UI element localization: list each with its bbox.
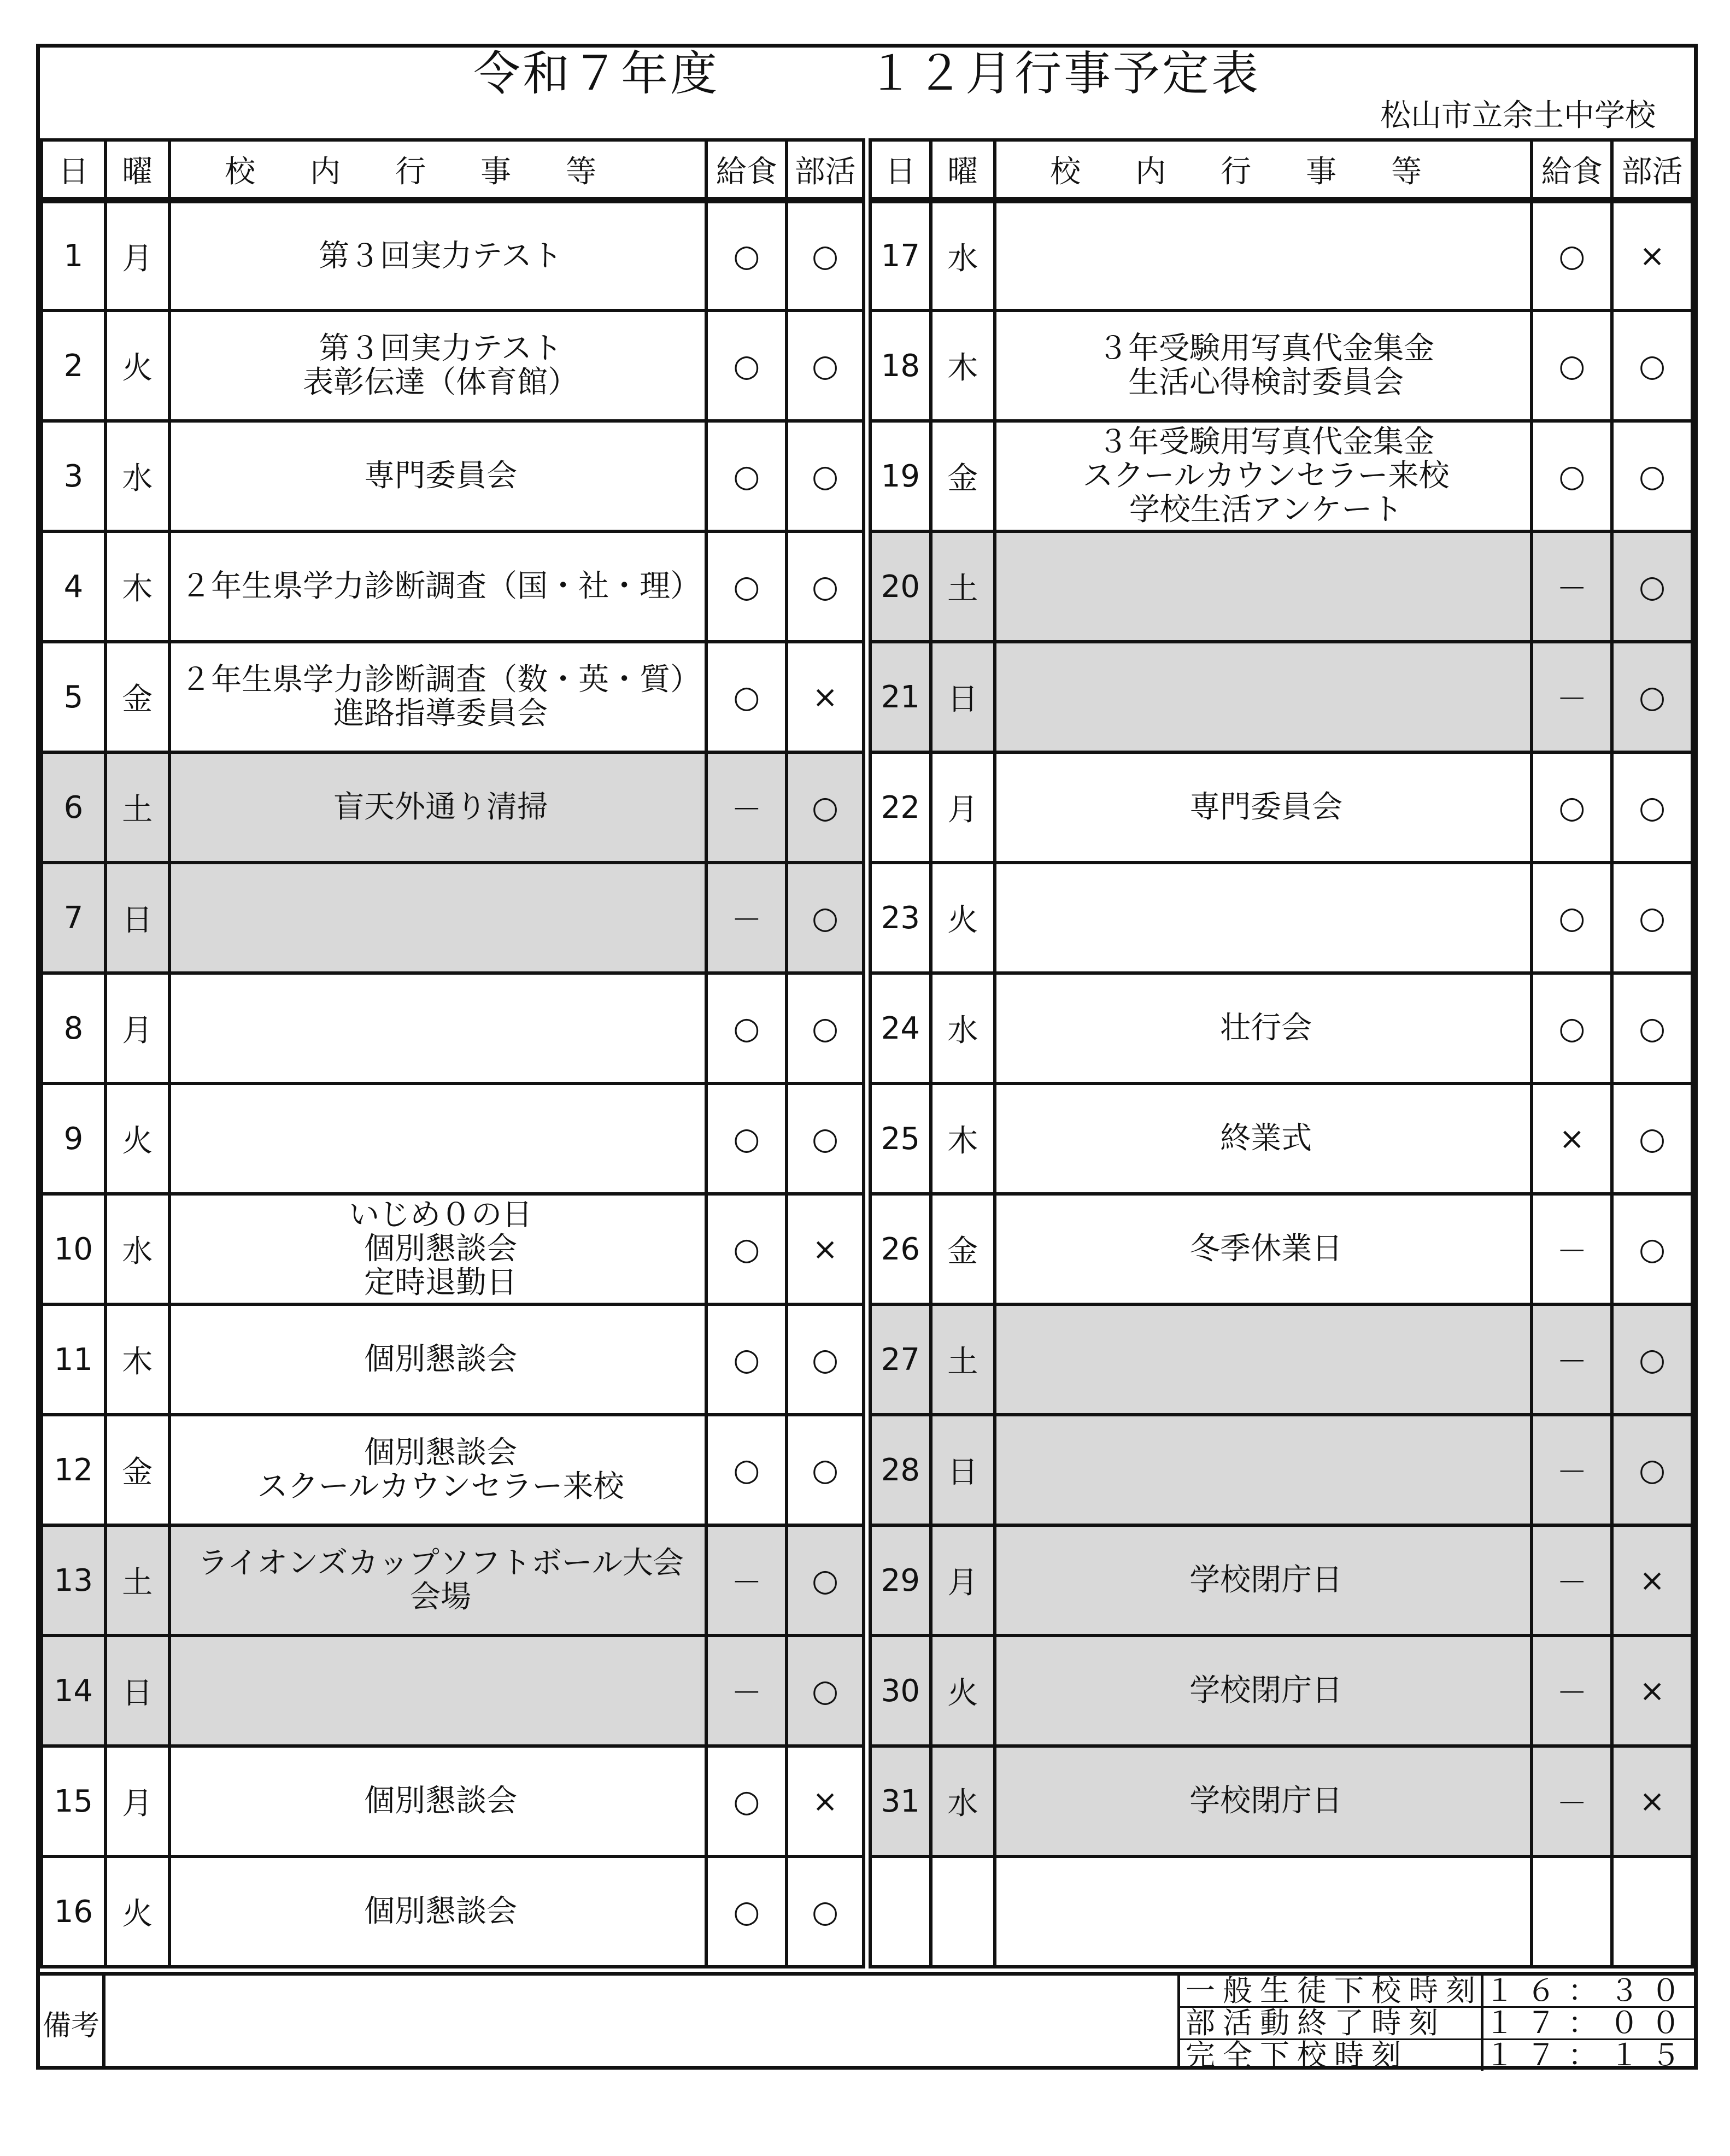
club-mark: ○ <box>787 1083 867 1194</box>
header-weekday: 曜 <box>931 140 995 200</box>
event-text: 専門委員会 <box>169 421 707 531</box>
weekday: 月 <box>105 200 169 310</box>
table-row <box>42 200 1692 310</box>
lunch-mark: ○ <box>706 1415 787 1525</box>
weekday: 火 <box>105 1856 169 1967</box>
event-text: ２年生県学力診断調査（数・英・質） 進路指導委員会 <box>169 642 707 752</box>
event-text: 学校閉庁日 <box>995 1525 1532 1636</box>
lunch-mark: ○ <box>706 973 787 1083</box>
lunch-mark: － <box>1532 642 1612 752</box>
day-number: 27 <box>867 1304 931 1415</box>
club-mark: × <box>787 1194 867 1304</box>
event-text: 個別懇談会 <box>169 1304 707 1415</box>
event-text: 個別懇談会 <box>169 1746 707 1856</box>
time-value: １６：３０ <box>1485 1973 1693 2008</box>
table-row <box>42 1083 1692 1194</box>
time-label: 一般生徒下校時刻 <box>1180 1976 1483 2006</box>
lunch-mark: ○ <box>1532 863 1612 973</box>
day-number <box>867 1856 931 1967</box>
club-mark: × <box>1612 200 1692 310</box>
club-mark: ○ <box>1612 421 1692 531</box>
day-number: 30 <box>867 1636 931 1746</box>
day-number: 29 <box>867 1525 931 1636</box>
event-text: ３年受験用写真代金集金 スクールカウンセラー来校 学校生活アンケート <box>995 421 1532 531</box>
weekday: 火 <box>105 310 169 421</box>
dismissal-times <box>1177 1973 1694 2072</box>
lunch-mark: － <box>1532 1525 1612 1636</box>
day-number: 15 <box>42 1746 105 1856</box>
event-text <box>995 1304 1532 1415</box>
weekday: 月 <box>105 973 169 1083</box>
day-number: 1 <box>42 200 105 310</box>
club-mark: ○ <box>787 973 867 1083</box>
event-text: 学校閉庁日 <box>995 1746 1532 1856</box>
day-number: 18 <box>867 310 931 421</box>
day-number: 17 <box>867 200 931 310</box>
lunch-mark: － <box>706 1525 787 1636</box>
table-row <box>42 863 1692 973</box>
lunch-mark: ○ <box>706 1083 787 1194</box>
club-mark: ○ <box>1612 973 1692 1083</box>
event-text <box>995 1415 1532 1525</box>
day-number: 8 <box>42 973 105 1083</box>
weekday: 火 <box>931 863 995 973</box>
event-text: 個別懇談会 スクールカウンセラー来校 <box>169 1415 707 1525</box>
weekday: 金 <box>931 1194 995 1304</box>
weekday: 月 <box>931 1525 995 1636</box>
schedule-body <box>42 200 1692 1967</box>
day-number: 12 <box>42 1415 105 1525</box>
day-number: 23 <box>867 863 931 973</box>
table-row <box>42 1415 1692 1525</box>
header-weekday: 曜 <box>105 140 169 200</box>
table-row <box>42 421 1692 531</box>
event-text: ２年生県学力診断調査（国・社・理） <box>169 531 707 642</box>
club-mark: ○ <box>1612 752 1692 863</box>
club-mark: ○ <box>787 1415 867 1525</box>
club-mark: ○ <box>787 421 867 531</box>
club-mark: ○ <box>1612 1304 1692 1415</box>
lunch-mark: ○ <box>1532 200 1612 310</box>
weekday: 土 <box>105 752 169 863</box>
weekday: 火 <box>105 1083 169 1194</box>
club-mark: ○ <box>787 1636 867 1746</box>
lunch-mark: ○ <box>706 200 787 310</box>
schedule-table <box>40 138 1694 1968</box>
club-mark: ○ <box>787 1304 867 1415</box>
notes-section <box>40 1972 1694 2070</box>
lunch-mark: ○ <box>706 1304 787 1415</box>
header-day: 日 <box>42 140 105 200</box>
weekday: 金 <box>931 421 995 531</box>
time-row <box>1180 2040 1694 2071</box>
club-mark: ○ <box>1612 1194 1692 1304</box>
lunch-mark: － <box>706 863 787 973</box>
event-text: 第３回実力テスト <box>169 200 707 310</box>
weekday: 木 <box>105 531 169 642</box>
table-header-row <box>42 140 1692 200</box>
day-number: 10 <box>42 1194 105 1304</box>
club-mark: ○ <box>1612 642 1692 752</box>
weekday: 土 <box>931 1304 995 1415</box>
header-lunch: 給食 <box>706 140 787 200</box>
club-mark: × <box>1612 1525 1692 1636</box>
time-row <box>1180 2008 1694 2040</box>
table-row <box>42 1856 1692 1967</box>
weekday <box>931 1856 995 1967</box>
club-mark: ○ <box>787 752 867 863</box>
club-mark: ○ <box>1612 1083 1692 1194</box>
event-text <box>995 863 1532 973</box>
club-mark: ○ <box>787 1856 867 1967</box>
lunch-mark: － <box>1532 1415 1612 1525</box>
club-mark: ○ <box>1612 310 1692 421</box>
day-number: 24 <box>867 973 931 1083</box>
lunch-mark: － <box>1532 1746 1612 1856</box>
weekday: 火 <box>931 1636 995 1746</box>
club-mark: ○ <box>787 200 867 310</box>
event-text <box>169 863 707 973</box>
notes-label: 備考 <box>40 1976 105 2070</box>
header-events: 校内行事等 <box>169 140 707 200</box>
time-value: １７：１５ <box>1485 2038 1693 2072</box>
weekday: 日 <box>931 642 995 752</box>
lunch-mark: ○ <box>1532 310 1612 421</box>
lunch-mark: ○ <box>1532 421 1612 531</box>
day-number: 19 <box>867 421 931 531</box>
table-row <box>42 752 1692 863</box>
day-number: 5 <box>42 642 105 752</box>
lunch-mark: － <box>1532 531 1612 642</box>
club-mark: ○ <box>787 531 867 642</box>
event-text: 終業式 <box>995 1083 1532 1194</box>
club-mark: × <box>787 1746 867 1856</box>
day-number: 11 <box>42 1304 105 1415</box>
lunch-mark: ○ <box>706 1746 787 1856</box>
day-number: 13 <box>42 1525 105 1636</box>
event-text <box>995 200 1532 310</box>
lunch-mark: － <box>706 1636 787 1746</box>
table-row <box>42 531 1692 642</box>
day-number: 25 <box>867 1083 931 1194</box>
event-text <box>169 1083 707 1194</box>
time-row <box>1180 1973 1694 2008</box>
event-text: 専門委員会 <box>995 752 1532 863</box>
day-number: 2 <box>42 310 105 421</box>
event-text: 盲天外通り清掃 <box>169 752 707 863</box>
lunch-mark: ○ <box>706 1194 787 1304</box>
lunch-mark: ○ <box>1532 752 1612 863</box>
event-text <box>169 1636 707 1746</box>
day-number: 20 <box>867 531 931 642</box>
weekday: 月 <box>931 752 995 863</box>
lunch-mark: ○ <box>706 1856 787 1967</box>
event-text: ライオンズカップソフトボール大会 会場 <box>169 1525 707 1636</box>
day-number: 28 <box>867 1415 931 1525</box>
event-text: 個別懇談会 <box>169 1856 707 1967</box>
event-text <box>169 973 707 1083</box>
club-mark: ○ <box>787 1525 867 1636</box>
day-number: 22 <box>867 752 931 863</box>
weekday: 日 <box>105 863 169 973</box>
lunch-mark: － <box>1532 1194 1612 1304</box>
header-day: 日 <box>867 140 931 200</box>
club-mark: ○ <box>1612 531 1692 642</box>
club-mark <box>1612 1856 1692 1967</box>
event-text <box>995 531 1532 642</box>
day-number: 7 <box>42 863 105 973</box>
page-title: 令和７年度 １２月行事予定表 <box>473 46 1260 101</box>
day-number: 4 <box>42 531 105 642</box>
lunch-mark: ○ <box>706 642 787 752</box>
club-mark: ○ <box>1612 1415 1692 1525</box>
event-text: いじめ０の日 個別懇談会 定時退勤日 <box>169 1194 707 1304</box>
weekday: 水 <box>931 200 995 310</box>
header-club: 部活 <box>1612 140 1692 200</box>
day-number: 31 <box>867 1746 931 1856</box>
table-row <box>42 1746 1692 1856</box>
weekday: 水 <box>931 1746 995 1856</box>
weekday: 金 <box>105 642 169 752</box>
event-text: 壮行会 <box>995 973 1532 1083</box>
time-value: １７：００ <box>1485 2006 1693 2040</box>
event-text <box>995 1856 1532 1967</box>
weekday: 水 <box>105 1194 169 1304</box>
lunch-mark: － <box>1532 1636 1612 1746</box>
header-lunch: 給食 <box>1532 140 1612 200</box>
event-text: 学校閉庁日 <box>995 1636 1532 1746</box>
club-mark: ○ <box>1612 863 1692 973</box>
weekday: 月 <box>105 1746 169 1856</box>
weekday: 木 <box>105 1304 169 1415</box>
weekday: 金 <box>105 1415 169 1525</box>
table-row <box>42 973 1692 1083</box>
weekday: 木 <box>931 310 995 421</box>
weekday: 日 <box>105 1636 169 1746</box>
weekday: 日 <box>931 1415 995 1525</box>
weekday: 木 <box>931 1083 995 1194</box>
table-row <box>42 1304 1692 1415</box>
club-mark: × <box>1612 1746 1692 1856</box>
time-label: 完全下校時刻 <box>1180 2040 1483 2071</box>
event-text <box>995 642 1532 752</box>
lunch-mark: ○ <box>1532 973 1612 1083</box>
lunch-mark: ○ <box>706 531 787 642</box>
schedule-sheet <box>36 44 1698 2070</box>
day-number: 16 <box>42 1856 105 1967</box>
school-name: 松山市立余土中学校 <box>1380 98 1656 133</box>
event-text: 冬季休業日 <box>995 1194 1532 1304</box>
weekday: 水 <box>105 421 169 531</box>
time-label: 部活動終了時刻 <box>1180 2008 1483 2038</box>
lunch-mark: － <box>1532 1304 1612 1415</box>
club-mark: × <box>787 642 867 752</box>
weekday: 水 <box>931 973 995 1083</box>
day-number: 14 <box>42 1636 105 1746</box>
weekday: 土 <box>931 531 995 642</box>
table-row <box>42 1525 1692 1636</box>
weekday: 土 <box>105 1525 169 1636</box>
day-number: 3 <box>42 421 105 531</box>
event-text: 第３回実力テスト 表彰伝達（体育館） <box>169 310 707 421</box>
day-number: 21 <box>867 642 931 752</box>
table-row <box>42 642 1692 752</box>
lunch-mark <box>1532 1856 1612 1967</box>
club-mark: ○ <box>787 310 867 421</box>
table-row <box>42 1194 1692 1304</box>
table-row <box>42 1636 1692 1746</box>
header-events: 校内行事等 <box>995 140 1532 200</box>
lunch-mark: ○ <box>706 421 787 531</box>
event-text: ３年受験用写真代金集金 生活心得検討委員会 <box>995 310 1532 421</box>
club-mark: ○ <box>787 863 867 973</box>
header-club: 部活 <box>787 140 867 200</box>
day-number: 9 <box>42 1083 105 1194</box>
lunch-mark: ○ <box>706 310 787 421</box>
table-row <box>42 310 1692 421</box>
lunch-mark: × <box>1532 1083 1612 1194</box>
day-number: 26 <box>867 1194 931 1304</box>
club-mark: × <box>1612 1636 1692 1746</box>
lunch-mark: － <box>706 752 787 863</box>
day-number: 6 <box>42 752 105 863</box>
